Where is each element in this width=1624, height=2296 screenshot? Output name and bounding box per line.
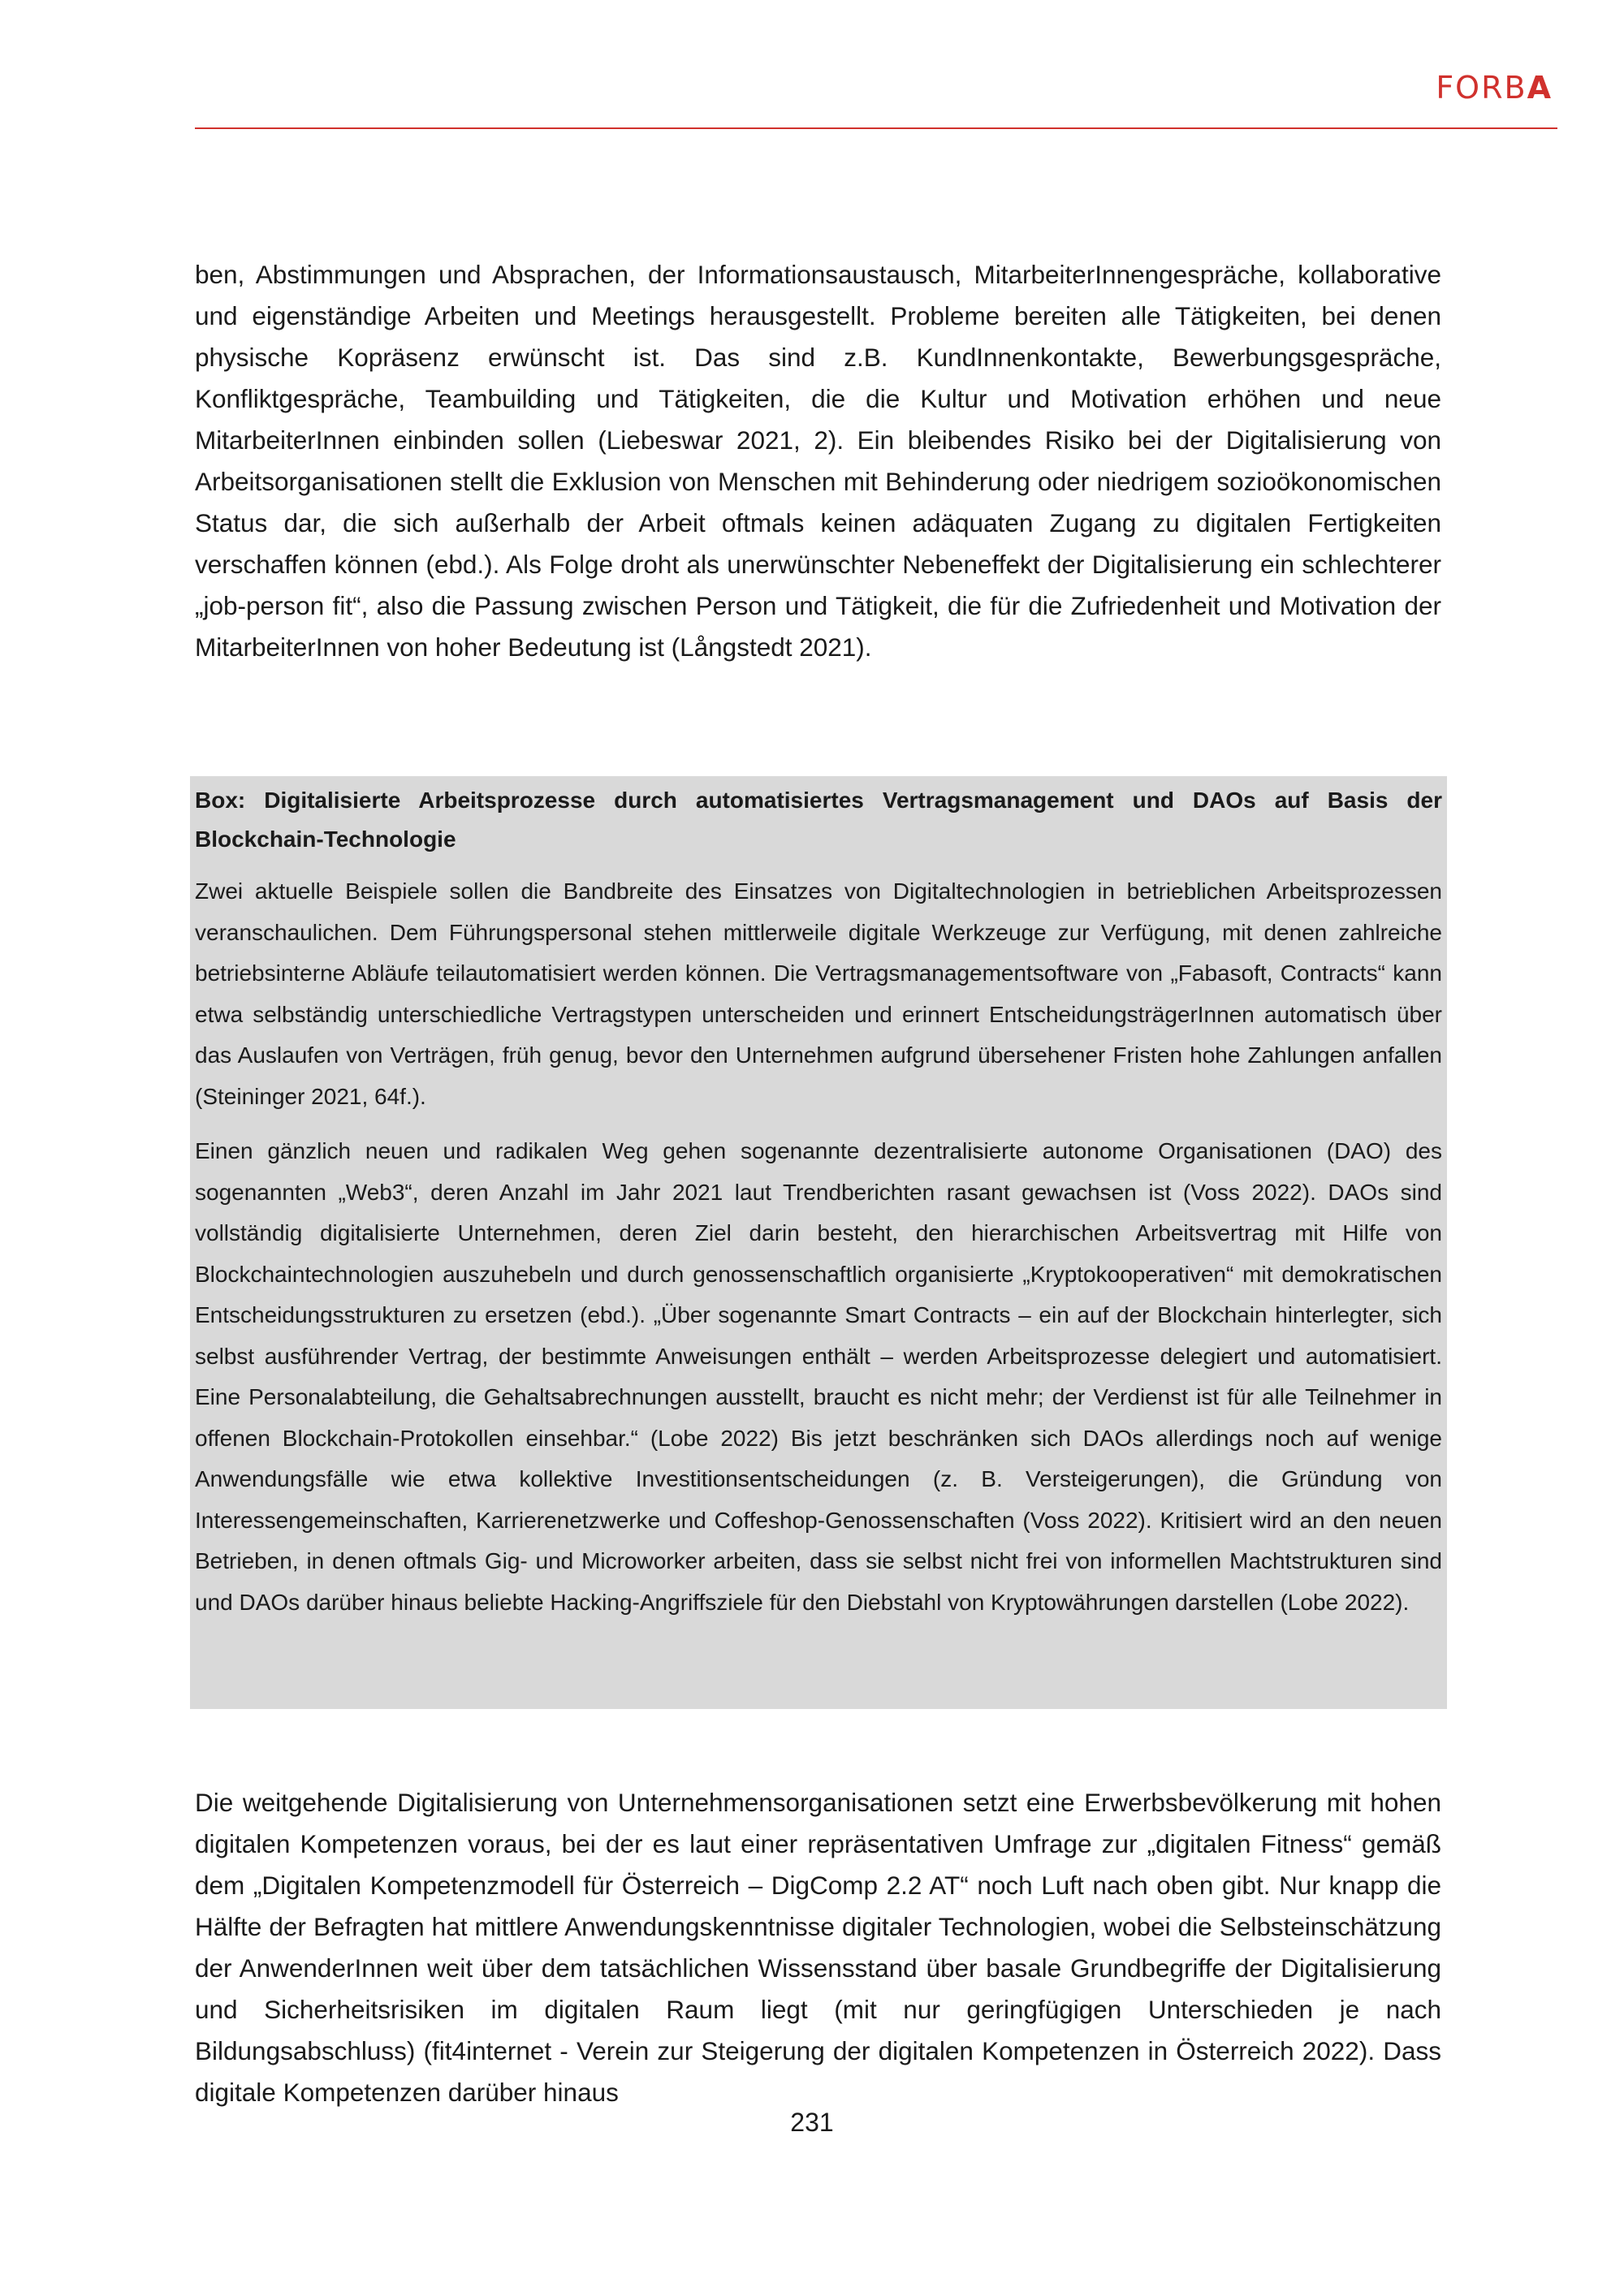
logo-accent-letter: A [1527,70,1553,106]
box-title: Box: Digitalisierte Arbeitsprozesse durch automatisiertes Vertragsmanagement und DAOs auf Basis der Blockchain-Technologie [195,788,1442,852]
closing-section [195,1782,1441,2113]
forba-logo [1436,70,1553,106]
intro-paragraph: ben, Abstimmungen und Absprachen, der Informationsaustausch, MitarbeiterInnengespräche, kollaborative und eigenständige Arbeiten und Meetings herausgestellt. Probleme bereiten alle Tätigkeiten, bei denen physische Kopräsenz erwünscht ist. Das sind z.B. KundInnenkontakte, Bewerbungsgespräche, Konfliktgespräche, Teambuilding und Tätigkeiten, die die Kultur und Motivation erhöhen und neue MitarbeiterInnen einbinden sollen (Liebeswar 2021, 2). Ein bleibendes Risiko bei der Digitalisierung von Arbeitsorganisationen stellt die Exklusion von Menschen mit Behinderung oder niedrigem sozioökonomischen Status dar, die sich außerhalb der Arbeit oftmals keinen adäquaten Zugang zu digitalen Fertigkeiten verschaffen können (ebd.). Als Folge droht als unerwünschter Nebeneffekt der Digitalisierung ein schlechterer „job-person fit“, also die Passung zwischen Person und Tätigkeit, die für die Zufriedenheit und Motivation der MitarbeiterInnen von hoher Bedeutung ist (Långstedt 2021). [195,260,1441,662]
box-paragraph-2: Einen gänzlich neuen und radikalen Weg gehen sogenannte dezentralisierte autonome Organisationen (DAO) des sogenannten „Web3“, deren Anzahl im Jahr 2021 laut Trendberichten rasant gewachsen ist (Voss 2022). DAOs sind vollständig digitalisierte Unternehmen, deren Ziel darin besteht, den hierarchischen Arbeitsvertrag mit Hilfe von Blockchaintechnologien auszuhebeln und durch genossenschaftlich organisierte „Kryptokooperativen“ mit demokratischen Entscheidungsstrukturen zu ersetzen (ebd.). „Über sogenannte Smart Contracts – ein auf der Blockchain hinterlegter, sich selbst ausführender Vertrag, der bestimmte Anweisungen enthält – werden Arbeitsprozesse delegiert und automatisiert. Eine Personalabteilung, die Gehaltsabrechnungen ausstellt, braucht es nicht mehr; der Verdienst ist für alle Teilnehmer in offenen Blockchain-Protokollen einsehbar.“ (Lobe 2022) Bis jetzt beschränken sich DAOs allerdings noch auf wenige Anwendungsfälle wie etwa kollektive Investitionsentscheidungen (z. B. Versteigerungen), die Gründung von Interessengemeinschaften, Karrierenetzwerke und Coffeshop-Genossenschaften (Voss 2022). Kritisiert wird an den neuen Betrieben, in denen oftmals Gig- und Microworker arbeiten, dass sie selbst nicht frei von informellen Machtstrukturen sind und DAOs darüber hinaus beliebte Hacking-Angriffsziele für den Diebstahl von Kryptowährungen darstellen (Lobe 2022). [195,1138,1442,1615]
intro-section [195,254,1441,668]
box-paragraph-1: Zwei aktuelle Beispiele sollen die Bandbreite des Einsatzes von Digitaltechnologien in betrieblichen Arbeitsprozessen veranschaulichen. Dem Führungspersonal stehen mittlerweile digitale Werkzeuge zur Verfügung, mit denen zahlreiche betriebsinterne Abläufe teilautomatisiert werden können. Die Vertragsmanagementsoftware von „Fabasoft, Contracts“ kann etwa selbständig unterschiedliche Vertragstypen unterscheiden und erinnert EntscheidungsträgerInnen automatisch über das Auslaufen von Verträgen, früh genug, bevor den Unternehmen aufgrund übersehener Fristen hohe Zahlungen anfallen (Steininger 2021, 64f.). [195,878,1442,1109]
header-divider [195,127,1557,129]
info-box [190,776,1447,1709]
page-number: 231 [790,2108,834,2137]
closing-paragraph: Die weitgehende Digitalisierung von Unternehmensorganisationen setzt eine Erwerbsbevölkerung mit hohen digitalen Kompetenzen voraus, bei der es laut einer repräsentativen Umfrage zur „digitalen Fitness“ gemäß dem „Digitalen Kompetenzmodell für Österreich – DigComp 2.2 AT“ noch Luft nach oben gibt. Nur knapp die Hälfte der Befragten hat mittlere Anwendungskenntnisse digitaler Technologien, wobei die Selbsteinschätzung der AnwenderInnen weit über dem tatsächlichen Wissensstand über basale Grundbegriffe der Digitalisierung und Sicherheitsrisiken im digitalen Raum liegt (mit nur geringfügigen Unterschieden je nach Bildungsabschluss) (fit4internet - Verein zur Steigerung der digitalen Kompetenzen in Österreich 2022). Dass digitale Kompetenzen darüber hinaus [195,1788,1441,2107]
logo-text: FORB [1436,70,1527,106]
